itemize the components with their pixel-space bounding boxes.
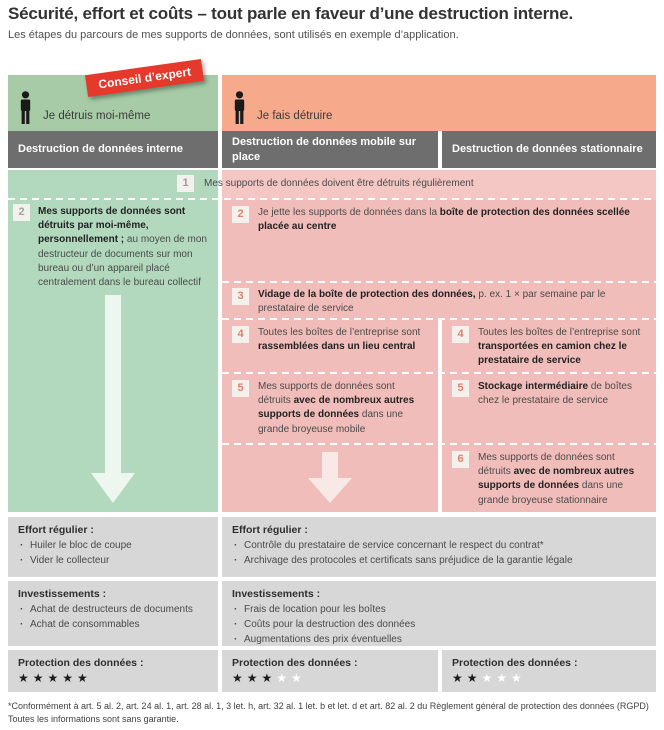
- step-text-bold: transportées en camion chez le prestataire de service: [478, 341, 627, 367]
- down-arrow-mobile-head: [308, 478, 352, 503]
- step-text-bold: boîte de protection des données scellée placée au centre: [258, 207, 630, 233]
- step-number: 1: [177, 175, 194, 192]
- step-text: Mes supports de données sont détruits: [258, 381, 395, 407]
- step-text-bold: avec de nombreux autres supports de données: [478, 466, 635, 492]
- protection-section-internal: [8, 650, 218, 692]
- step-number: 4: [452, 326, 469, 343]
- persona-self-label: Je détruis moi-même: [43, 110, 151, 122]
- section-title: Effort régulier :: [232, 524, 308, 536]
- step-text: de boîtes chez le prestataire de service: [478, 381, 632, 407]
- person-icon: [232, 91, 247, 124]
- step-4-stationary: [442, 320, 656, 374]
- step-text-block: [478, 380, 648, 408]
- dashed-separator: [8, 198, 656, 200]
- section-title: Investissements :: [18, 588, 107, 600]
- step-2-outsourced: [222, 200, 656, 283]
- step-number: 2: [232, 206, 249, 223]
- step-text-block: [258, 326, 430, 354]
- footnote-line-1: *Conformément à art. 5 al. 2, art. 24 al. 1, art. 28 al. 1, 3 let. h, art. 32 al. 1 let. b et let. d et art. 82 al. 2 du Règlement général de protection des données (RGPD): [8, 701, 649, 711]
- step-self-2: [38, 205, 210, 290]
- person-icon: [18, 91, 33, 124]
- bullet-list: [232, 602, 646, 647]
- filled-stars: ★★★: [232, 671, 277, 685]
- step-5-stationary: [442, 374, 656, 445]
- step-1-text: Mes supports de données doivent être détruits régulièrement: [204, 178, 474, 189]
- step-number: 4: [232, 326, 249, 343]
- empty-stars: ★★★: [481, 671, 526, 685]
- section-title: Investissements :: [232, 588, 321, 600]
- section-title: Effort régulier :: [18, 524, 94, 536]
- step-number: 5: [452, 380, 469, 397]
- step-text: Mes supports de données sont détruits: [478, 452, 615, 478]
- down-arrow-internal-head: [91, 473, 135, 503]
- section-title: Protection des données :: [18, 657, 144, 669]
- step-number: 5: [232, 380, 249, 397]
- list-item: · Achat de consommables: [18, 617, 208, 632]
- dashed-separator: [222, 281, 656, 283]
- protection-section-stationary: [442, 650, 656, 692]
- bullet-list: [232, 538, 646, 568]
- page-title: Sécurité, effort et coûts – tout parle en faveur d’une destruction interne.: [8, 4, 573, 23]
- step-text: p. ex. 1 × par semaine par le prestataire de service: [258, 289, 606, 315]
- step-text-bold: rassemblées dans un lieu central: [258, 341, 416, 353]
- list-item: · Archivage des protocoles et certificats sans préjudice de la garantie légale: [232, 553, 646, 568]
- list-item: · Coûts pour la destruction des données: [232, 617, 646, 632]
- filled-stars: ★★: [452, 671, 482, 685]
- section-title: Protection des données :: [452, 657, 578, 669]
- step-text-block: [258, 206, 648, 234]
- step-text: au moyen de mon destructeur de documents sur mon bureau ou d’un appareil placé centralement dans le bureau collectif: [38, 234, 207, 288]
- dashed-separator: [222, 318, 656, 320]
- step-text: dans une grande broyeuse mobile: [258, 409, 404, 435]
- step-text: Je jette les supports de données dans la: [258, 207, 440, 218]
- column-header-internal: Destruction de données interne: [8, 131, 218, 168]
- step-3-outsourced: [222, 283, 656, 320]
- star-rating: [452, 672, 646, 684]
- investment-section-outsourced: [222, 581, 656, 646]
- step-text-bold: avec de nombreux autres supports de données: [258, 395, 415, 421]
- step-6-stationary: [442, 445, 656, 512]
- step-number: 6: [452, 451, 469, 468]
- list-item: · Augmentations des prix éventuelles: [232, 632, 646, 647]
- step-text: Toutes les boîtes de l’entreprise sont: [258, 327, 421, 338]
- effort-section-internal: [8, 517, 218, 577]
- list-item: · Huiler le bloc de coupe: [18, 538, 208, 553]
- persona-outsourced-label: Je fais détruire: [257, 110, 333, 122]
- protection-section-mobile: [222, 650, 438, 692]
- list-item: · Frais de location pour les boîtes: [232, 602, 646, 617]
- down-arrow-internal: [105, 295, 121, 473]
- step-text-bold: Mes supports de données sont détruits par moi-même, personnellement ;: [38, 206, 186, 246]
- dashed-separator: [222, 443, 656, 445]
- page-subtitle: Les étapes du parcours de mes supports de données, sont utilisés en exemple d’application.: [8, 29, 459, 41]
- column-header-mobile: Destruction de données mobile sur place: [222, 131, 438, 168]
- bullet-list: [18, 602, 208, 632]
- bullet-list: [18, 538, 208, 568]
- filled-stars: ★★★★★: [18, 671, 92, 685]
- star-rating: [232, 672, 428, 684]
- section-title: Protection des données :: [232, 657, 358, 669]
- list-item: · Vider le collecteur: [18, 553, 208, 568]
- step-text-block: [258, 380, 430, 437]
- investment-section-internal: [8, 581, 218, 646]
- step-text-block: [478, 451, 648, 508]
- list-item: · Achat de destructeurs de documents: [18, 602, 208, 617]
- effort-section-outsourced: [222, 517, 656, 577]
- step-text-bold: Vidage de la boîte de protection des données,: [258, 289, 476, 300]
- empty-stars: ★★: [276, 671, 306, 685]
- step-4-mobile: [222, 320, 438, 374]
- footnote-line-2: Toutes les informations sont sans garantie.: [8, 714, 179, 724]
- step-text-block: [258, 288, 648, 316]
- step-text-block: [478, 326, 648, 369]
- step-text: dans une grande broyeuse stationnaire: [478, 480, 624, 506]
- star-rating: [18, 672, 208, 684]
- step-number: 3: [232, 288, 249, 305]
- expert-advice-badge: Conseil d’expert: [85, 59, 204, 97]
- panel-outsourced-header: [222, 75, 656, 131]
- comparison-table: [8, 64, 656, 692]
- dashed-separator: [222, 372, 656, 374]
- step-number: 2: [13, 204, 30, 221]
- step-text: Toutes les boîtes de l’entreprise sont: [478, 327, 641, 338]
- down-arrow-mobile: [322, 452, 338, 478]
- column-header-stationary: Destruction de données stationnaire: [442, 131, 656, 168]
- list-item: · Contrôle du prestataire de service concernant le respect du contrat*: [232, 538, 646, 553]
- step-5-mobile: [222, 374, 438, 445]
- step-text-bold: Stockage intermédiaire: [478, 381, 589, 392]
